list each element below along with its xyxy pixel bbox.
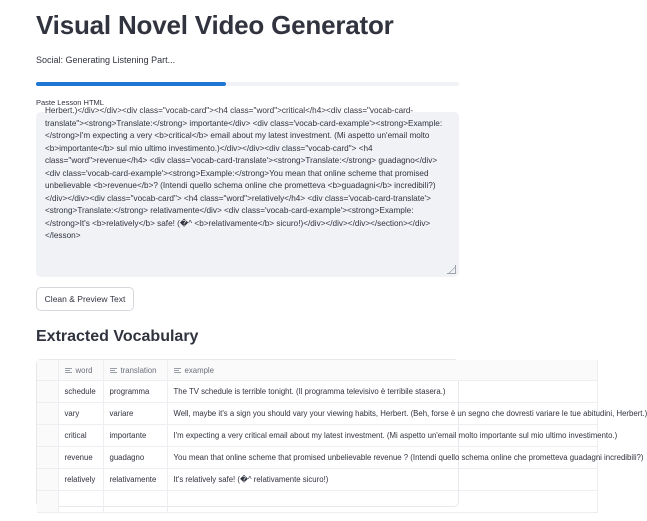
cell-example[interactable]: It's relatively safe! (�^ relativamente sicuro!) (167, 469, 597, 491)
progress-status-text: Social: Generating Listening Part... (36, 55, 176, 65)
vocabulary-header: Extracted Vocabulary (36, 328, 199, 345)
cell-example[interactable]: I'm expecting a very critical email about my latest investment. (Mi aspetto un'email molto importante sul mio ultimo investimento.) (167, 425, 597, 447)
lesson-html-label: Paste Lesson HTML (36, 98, 104, 107)
table-row[interactable] (37, 381, 597, 403)
cell-translation[interactable]: programma (103, 381, 167, 403)
cell-translation[interactable]: importante (103, 425, 167, 447)
table-row-empty[interactable] (37, 491, 597, 513)
cell-word[interactable]: vary (58, 403, 103, 425)
column-header-label: word (75, 365, 93, 375)
progress-bar-fill (36, 82, 226, 86)
clean-preview-button[interactable]: Clean & Preview Text (36, 287, 134, 311)
lesson-html-textarea[interactable] (36, 106, 459, 277)
cell-translation[interactable] (103, 491, 167, 513)
row-index (37, 469, 58, 491)
cell-example[interactable]: You mean that online scheme that promised unbelievable revenue ? (Intendi quello schema online che prometteva guadagni incredibili?) (167, 447, 597, 469)
page-title: Visual Novel Video Generator (36, 10, 394, 40)
column-header-label: example (184, 365, 214, 375)
table-row[interactable] (37, 425, 597, 447)
table-row[interactable] (37, 469, 597, 491)
text-column-icon (65, 368, 72, 374)
cell-example[interactable] (167, 491, 597, 513)
table-row[interactable] (37, 447, 597, 469)
cell-translation[interactable]: guadagno (103, 447, 167, 469)
table-header-row (37, 360, 597, 381)
lesson-html-value[interactable]: Herbert.)</div></div><div class="vocab-card"><h4 class="word">critical</h4><div class="vocab-card-translate"><strong>Translate:</strong> importante</div> <div class='vocab-card-example'><strong>Example:</strong>I'm expecting a very <b>critical</b> email about my latest investment. (Mi aspetto un'email molto <b>importante</b> sul mio ultimo investimento.)</div></div><div class="vocab-card"> <h4 class="word">revenue</h4> <div class='vocab-card-translate'><strong>Translate:</strong> guadagno</div> <div class='vocab-card-example'><strong>Example:</strong>You mean that online scheme that promised unbelievable <b>revenue</b>? (Intendi quello schema online che prometteva <b>guadagni</b> incredibili?)</div></div><div class="vocab-card"> <h4 class="word">relatively</h4> <div class='vocab-card-translate'><strong>Translate:</strong> relativamente</div> <div class='vocab-card-example'><strong>Example:</strong>It's <b>relatively</b> safe! (�^ <b>relativamente</b> sicuro!)</div></div></div></section></div></lesson> (45, 106, 443, 240)
cell-word[interactable]: relatively (58, 469, 103, 491)
cell-example[interactable]: The TV schedule is terrible tonight. (Il programma televisivo è terribile stasera.) (167, 381, 597, 403)
cell-example[interactable]: Well, maybe it's a sign you should vary your viewing habits, Herbert. (Beh, forse è un segno che dovresti variare le tue abitudini, Herbert.) (167, 403, 597, 425)
column-header-label: translation (120, 365, 157, 375)
row-index (37, 381, 58, 403)
cell-translation[interactable]: variare (103, 403, 167, 425)
text-column-icon (110, 368, 117, 374)
vocabulary-table[interactable] (36, 359, 647, 507)
row-index (37, 425, 58, 447)
progress-bar (36, 82, 459, 86)
row-index (37, 447, 58, 469)
column-header-example[interactable] (167, 360, 597, 381)
column-header-translation[interactable] (103, 360, 167, 381)
cell-translation[interactable]: relativamente (103, 469, 167, 491)
column-header-word[interactable] (58, 360, 103, 381)
cell-word[interactable]: critical (58, 425, 103, 447)
cell-word[interactable] (58, 491, 103, 513)
text-column-icon (174, 368, 181, 374)
resize-handle-icon[interactable] (447, 265, 456, 274)
row-index-header (37, 360, 58, 381)
row-index (37, 491, 58, 513)
cell-word[interactable]: revenue (58, 447, 103, 469)
cell-word[interactable]: schedule (58, 381, 103, 403)
row-index (37, 403, 58, 425)
table-row[interactable] (37, 403, 597, 425)
